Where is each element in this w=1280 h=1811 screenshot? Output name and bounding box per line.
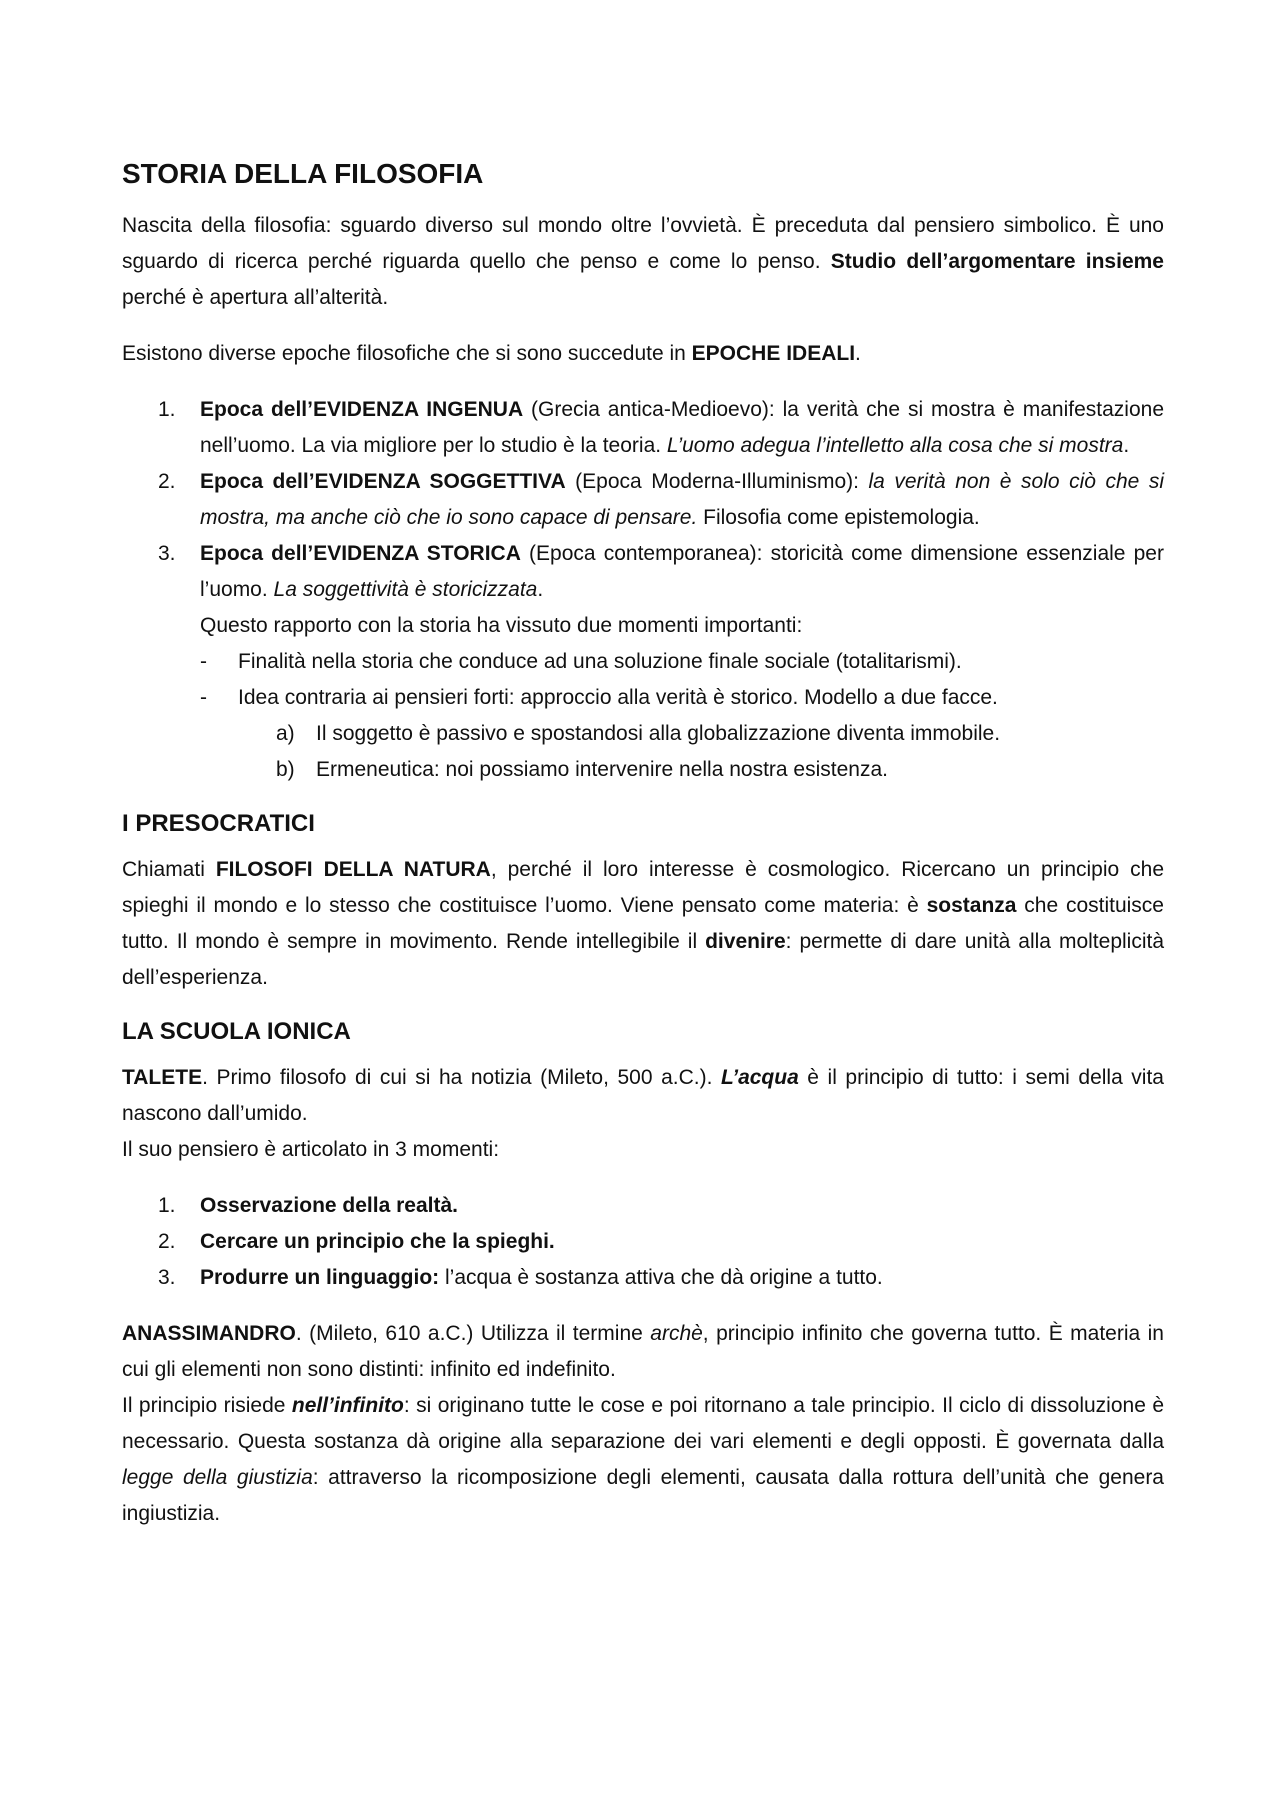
epoch-item — [122, 464, 1164, 536]
text: Il principio risiede — [122, 1394, 292, 1417]
bold-term: divenire — [705, 930, 786, 953]
epochs-list — [122, 392, 1164, 788]
italic-term: archè — [650, 1322, 703, 1345]
letter-list — [238, 716, 1164, 788]
list-number: 3. — [158, 1266, 176, 1289]
moment-item — [122, 1188, 1164, 1224]
epochs-intro-end: . — [855, 342, 861, 365]
moment-bold: Cercare un principio che la spieghi. — [200, 1230, 555, 1253]
anassimandro-paragraph — [122, 1316, 1164, 1388]
text: , perché il loro interesse è cosmologico. Ricercano un principio che spieghi il mondo e lo stesso che costituisce l’uomo. Viene pensato come materia: è — [122, 858, 1164, 917]
letter-item — [276, 752, 1164, 788]
epoch-text: (Grecia antica-Medioevo): la verità che si mostra è manifestazione nell’uomo. La via migliore per lo studio è la teoria. — [200, 398, 1164, 457]
moment-bold: Produrre un linguaggio: — [200, 1266, 440, 1289]
list-number: 2. — [158, 470, 176, 493]
letter-item-text: Il soggetto è passivo e spostandosi alla globalizzazione diventa immobile. — [316, 722, 1001, 745]
text: : si originano tutte le cose e poi ritornano a tale principio. Il ciclo di dissoluzione è necessario. Questa sostanza dà origine alla separazione dei vari elementi e degli opposti. È governata dalla — [122, 1394, 1164, 1453]
intro-text-end: perché è apertura all’alterità. — [122, 286, 389, 309]
moment-text: l’acqua è sostanza attiva che dà origine a tutto. — [439, 1266, 883, 1289]
epoch-tail: . — [1123, 434, 1130, 457]
bold-term: sostanza — [926, 894, 1017, 917]
text: . Primo filosofo di cui si ha notizia (Mileto, 500 a.C.). — [202, 1066, 721, 1089]
anassimandro-paragraph-2 — [122, 1388, 1164, 1532]
letter-item-text: Ermeneutica: noi possiamo intervenire nella nostra esistenza. — [316, 758, 888, 781]
text: . (Mileto, 610 a.C.) Utilizza il termine — [295, 1322, 651, 1345]
list-number: 3. — [158, 542, 176, 565]
epoch-text: (Epoca Moderna-Illuminismo): — [565, 470, 869, 493]
moments-list — [122, 1188, 1164, 1296]
epoch-name: Epoca dell’EVIDENZA SOGGETTIVA — [200, 470, 566, 493]
sub-intro-text: Questo rapporto con la storia ha vissuto due momenti importanti: — [200, 614, 803, 637]
epoch-item — [122, 392, 1164, 464]
list-number: 1. — [158, 398, 176, 421]
philosopher-name: TALETE — [122, 1066, 203, 1089]
epochs-intro-text: Esistono diverse epoche filosofiche che si sono succedute in — [122, 342, 692, 365]
philosopher-name: ANASSIMANDRO — [122, 1322, 296, 1345]
epochs-intro-paragraph — [122, 336, 1164, 372]
section-heading-presocratici: I PRESOCRATICI — [122, 810, 315, 837]
dash-bullet: - — [200, 650, 207, 673]
intro-paragraph — [122, 208, 1164, 316]
moment-item — [122, 1224, 1164, 1260]
epoch-italic: La soggettività è storicizzata — [273, 578, 538, 601]
dash-item-text: Idea contraria ai pensieri forti: approccio alla verità è storico. Modello a due facce. — [238, 686, 998, 709]
talete-line-2: Il suo pensiero è articolato in 3 momenti: — [122, 1138, 500, 1161]
intro-text: Nascita della filosofia: sguardo diverso sul mondo oltre l’ovvietà. È preceduta dal pensiero simbolico. È uno sguardo di ricerca perché riguarda quello che penso e come lo penso. — [122, 214, 1164, 273]
epoch-tail: . — [537, 578, 544, 601]
dash-list — [200, 644, 1164, 788]
epoch-name: Epoca dell’EVIDENZA STORICA — [200, 542, 521, 565]
dash-item-text: Finalità nella storia che conduce ad una soluzione finale sociale (totalitarismi). — [238, 650, 962, 673]
dash-item — [200, 644, 1164, 680]
letter-item — [276, 716, 1164, 752]
text: che costituisce tutto. Il mondo è sempre in movimento. Rende intellegibile il — [122, 894, 1164, 953]
text: : attraverso la ricomposizione degli elementi, causata dalla rottura dell’unità che genera ingiustizia. — [122, 1466, 1164, 1525]
epoch-text: (Epoca contemporanea): storicità come dimensione essenziale per l’uomo. — [200, 542, 1164, 601]
presocratici-paragraph — [122, 852, 1164, 996]
epoch-name: Epoca dell’EVIDENZA INGENUA — [200, 398, 524, 421]
letter-marker: b) — [276, 758, 295, 781]
bold-italic-term: nell’infinito — [291, 1394, 404, 1417]
dash-bullet: - — [200, 686, 207, 709]
text: è il principio di tutto: i semi della vita nascono dall’umido. — [122, 1066, 1164, 1125]
italic-term: legge della giustizia — [122, 1466, 313, 1489]
bold-italic-term: L’acqua — [720, 1066, 799, 1089]
epoch-item — [122, 536, 1164, 788]
epochs-intro-bold: EPOCHE IDEALI — [691, 342, 856, 365]
section-heading-ionica: LA SCUOLA IONICA — [122, 1018, 351, 1045]
intro-bold: Studio dell’argomentare insieme — [830, 250, 1164, 273]
epoch-italic: la verità non è solo ciò che si mostra, ma anche ciò che io sono capace di pensare. — [200, 470, 1164, 529]
talete-paragraph — [122, 1060, 1164, 1132]
moment-item — [122, 1260, 1164, 1296]
page-title: STORIA DELLA FILOSOFIA — [122, 158, 484, 189]
text: , principio infinito che governa tutto. È materia in cui gli elementi non sono distinti: infinito ed indefinito. — [122, 1322, 1164, 1381]
dash-item — [200, 680, 1164, 788]
moment-bold: Osservazione della realtà. — [200, 1194, 458, 1217]
text: : permette di dare unità alla molteplicità dell’esperienza. — [122, 930, 1165, 989]
list-number: 2. — [158, 1230, 176, 1253]
epoch-italic: L’uomo adegua l’intelletto alla cosa che si mostra — [666, 434, 1124, 457]
epoch-tail: Filosofia come epistemologia. — [697, 506, 980, 529]
text: Chiamati — [122, 858, 216, 881]
bold-term: FILOSOFI DELLA NATURA — [215, 858, 491, 881]
list-number: 1. — [158, 1194, 176, 1217]
letter-marker: a) — [276, 722, 295, 745]
